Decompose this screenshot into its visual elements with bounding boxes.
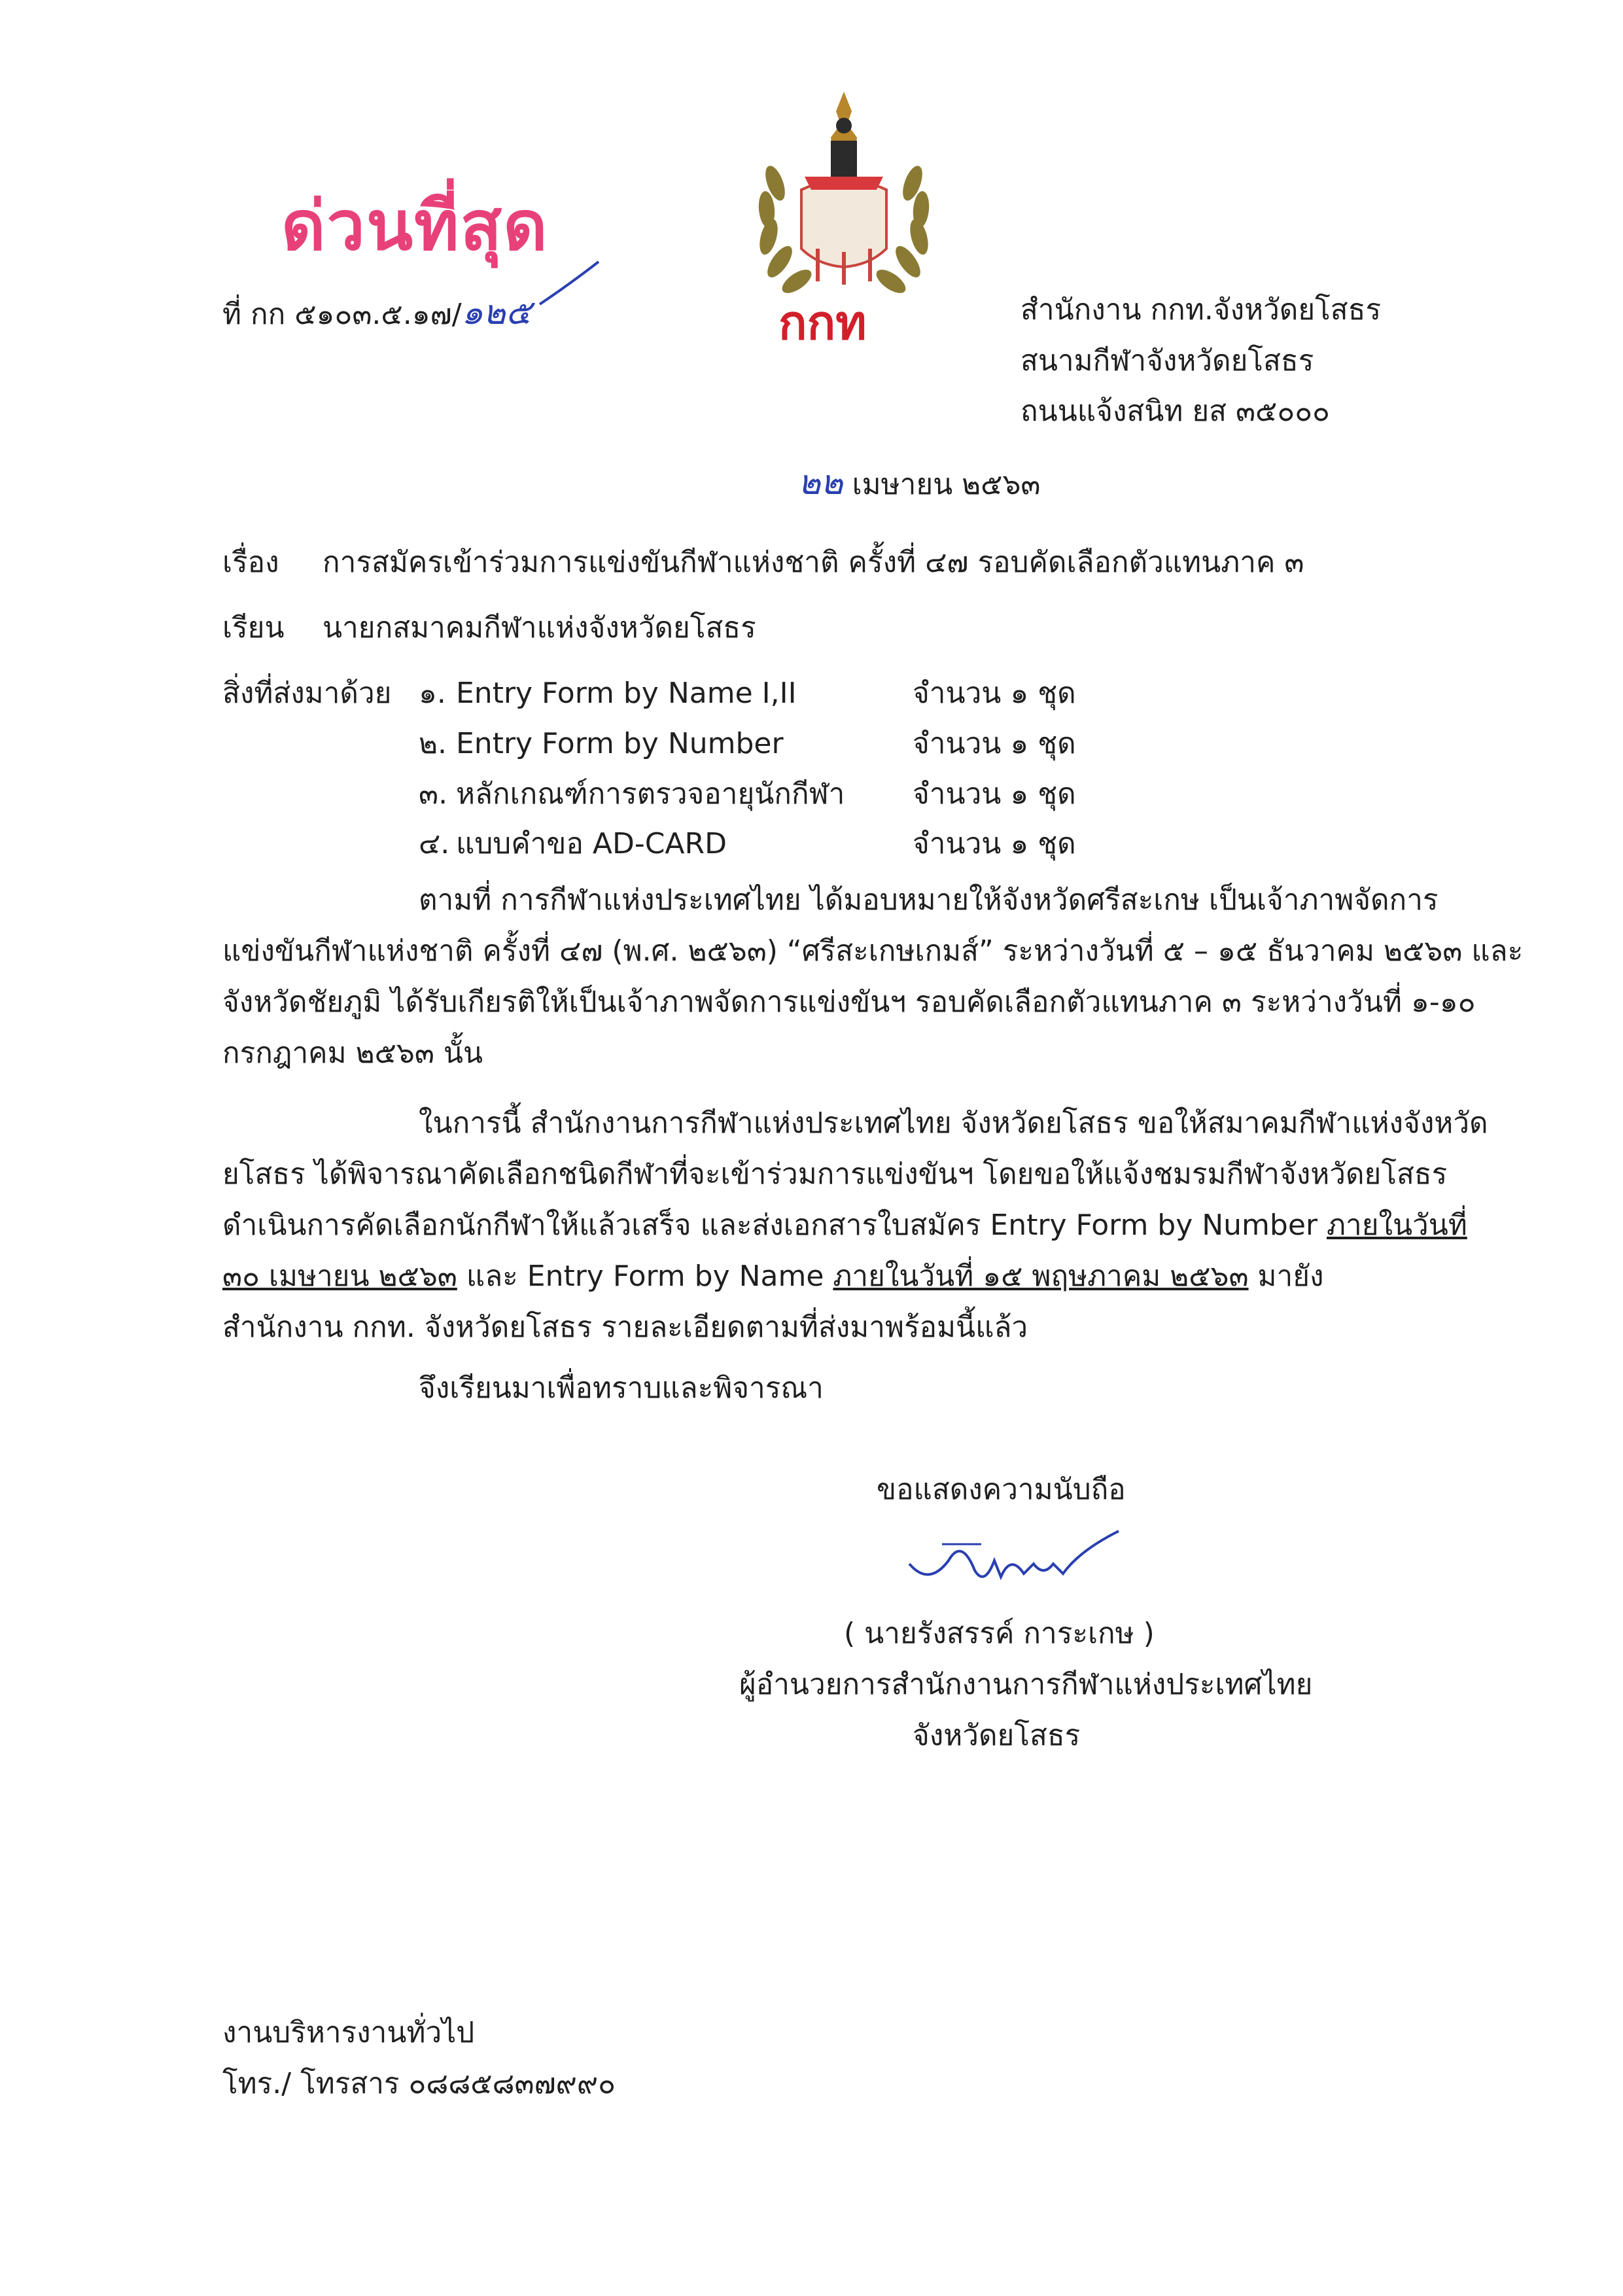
- urgency-stamp: ด่วนที่สุด: [281, 186, 549, 266]
- enclosure-item-name: แบบคำขอ AD-CARD: [456, 827, 727, 860]
- enclosure-item-num: ๑.: [419, 677, 446, 710]
- enclosures-label: สิ่งที่ส่งมาด้วย: [222, 677, 392, 710]
- enclosure-item-qty: จำนวน ๑ ชุด: [913, 727, 1076, 760]
- deadline-date-2: ภายในวันที่ ๑๕ พฤษภาคม ๒๕๖๓: [833, 1260, 1249, 1293]
- enclosure-item-num: ๓.: [419, 777, 448, 811]
- logo-text: กกท: [778, 295, 867, 350]
- footer-department: งานบริหารงานทั่วไป: [222, 2016, 475, 2049]
- para1-line-3: จังหวัดชัยภูมิ ได้รับเกียรติให้เป็นเจ้าภาพจัดการแข่งขันฯ รอบคัดเลือกตัวแทนภาค ๓ ระหว่างวันที่ ๑-๑๐: [222, 985, 1476, 1019]
- deadline-phrase-1: ภายในวันที่: [1326, 1209, 1467, 1242]
- deadline-date-1: ๓๐ เมษายน ๒๕๖๓: [222, 1260, 457, 1293]
- para2-line-3-text: ดำเนินการคัดเลือกนักกีฬาให้แล้วเสร็จ และส่งเอกสารใบสมัคร Entry Form by Number: [222, 1209, 1327, 1242]
- subject-label: เรื่อง: [222, 546, 279, 579]
- signer-province: จังหวัดยโสธร: [913, 1719, 1081, 1752]
- signer-title: ผู้อำนวยการสำนักงานการกีฬาแห่งประเทศไทย: [739, 1668, 1313, 1701]
- subject-text: การสมัครเข้าร่วมการแข่งขันกีฬาแห่งชาติ ครั้งที่ ๔๗ รอบคัดเลือกตัวแทนภาค ๓: [323, 546, 1304, 579]
- closing-regards: ขอแสดงความนับถือ: [877, 1473, 1126, 1506]
- to-text: นายกสมาคมกีฬาแห่งจังหวัดยโสธร: [323, 611, 756, 645]
- para2-line-2: ยโสธร ได้พิจารณาคัดเลือกชนิดกีฬาที่จะเข้าร่วมการแข่งขันฯ โดยขอให้แจ้งชมรมกีฬาจังหวัดยโสธร: [222, 1157, 1448, 1191]
- para2-line-4-text: และ Entry Form by Name: [457, 1260, 833, 1293]
- enclosure-item-qty: จำนวน ๑ ชุด: [913, 777, 1076, 811]
- enclosure-item-num: ๔.: [419, 827, 450, 860]
- para2-line-4-end: มายัง: [1248, 1260, 1324, 1293]
- enclosure-item-num: ๒.: [419, 727, 447, 760]
- reference-number: [222, 293, 532, 332]
- office-line-3: ถนนแจ้งสนิท ยส ๓๕๐๐๐: [1021, 395, 1330, 428]
- office-line-2: สนามกีฬาจังหวัดยโสธร: [1021, 344, 1314, 378]
- to-label: เรียน: [222, 611, 285, 645]
- date-handwritten-day: ๒๒: [798, 463, 843, 503]
- letter-date: [798, 463, 1041, 503]
- para1-line-1: ตามที่ การกีฬาแห่งประเทศไทย ได้มอบหมายให้จังหวัดศรีสะเกษ เป็นเจ้าภาพจัดการ: [419, 883, 1439, 917]
- handwritten-signature-icon: [903, 1525, 1125, 1603]
- reference-handwritten-number: ๑๒๕: [461, 293, 532, 332]
- para2-line-3: [222, 1211, 1467, 1240]
- office-line-1: สำนักงาน กกท.จังหวัดยโสธร: [1021, 293, 1382, 327]
- enclosure-item-name: Entry Form by Number: [456, 727, 784, 760]
- signer-name: ( นายรังสรรค์ การะเกษ ): [844, 1617, 1155, 1650]
- para2-line-5: สำนักงาน กกท. จังหวัดยโสธร รายละเอียดตามที่ส่งมาพร้อมนี้แล้ว: [222, 1311, 1028, 1344]
- footer-phone: โทร./ โทรสาร ๐๘๘๕๘๓๗๙๙๐: [222, 2067, 616, 2100]
- date-month-year: เมษายน ๒๕๖๓: [852, 468, 1041, 501]
- enclosure-item-qty: จำนวน ๑ ชุด: [913, 827, 1076, 860]
- enclosure-item-name: Entry Form by Name I,II: [456, 677, 797, 710]
- para1-line-4: กรกฎาคม ๒๕๖๓ นั้น: [222, 1036, 483, 1070]
- closing-request: จึงเรียนมาเพื่อทราบและพิจารณา: [419, 1371, 824, 1405]
- handwritten-stroke-icon: [536, 258, 602, 311]
- para2-line-4: [222, 1262, 1324, 1291]
- reference-prefix: ที่ กก ๕๑๐๓.๕.๑๗/: [222, 298, 462, 331]
- enclosure-item-name: หลักเกณฑ์การตรวจอายุนักกีฬา: [456, 777, 845, 811]
- para1-line-2: แข่งขันกีฬาแห่งชาติ ครั้งที่ ๔๗ (พ.ศ. ๒๕๖๓) “ศรีสะเกษเกมส์” ระหว่างวันที่ ๕ – ๑๕ ธันวาคม ๒๕๖๓ และ: [222, 934, 1524, 968]
- enclosure-item-qty: จำนวน ๑ ชุด: [913, 677, 1076, 710]
- para2-line-1: ในการนี้ สำนักงานการกีฬาแห่งประเทศไทย จังหวัดยโสธร ขอให้สมาคมกีฬาแห่งจังหวัด: [419, 1106, 1488, 1140]
